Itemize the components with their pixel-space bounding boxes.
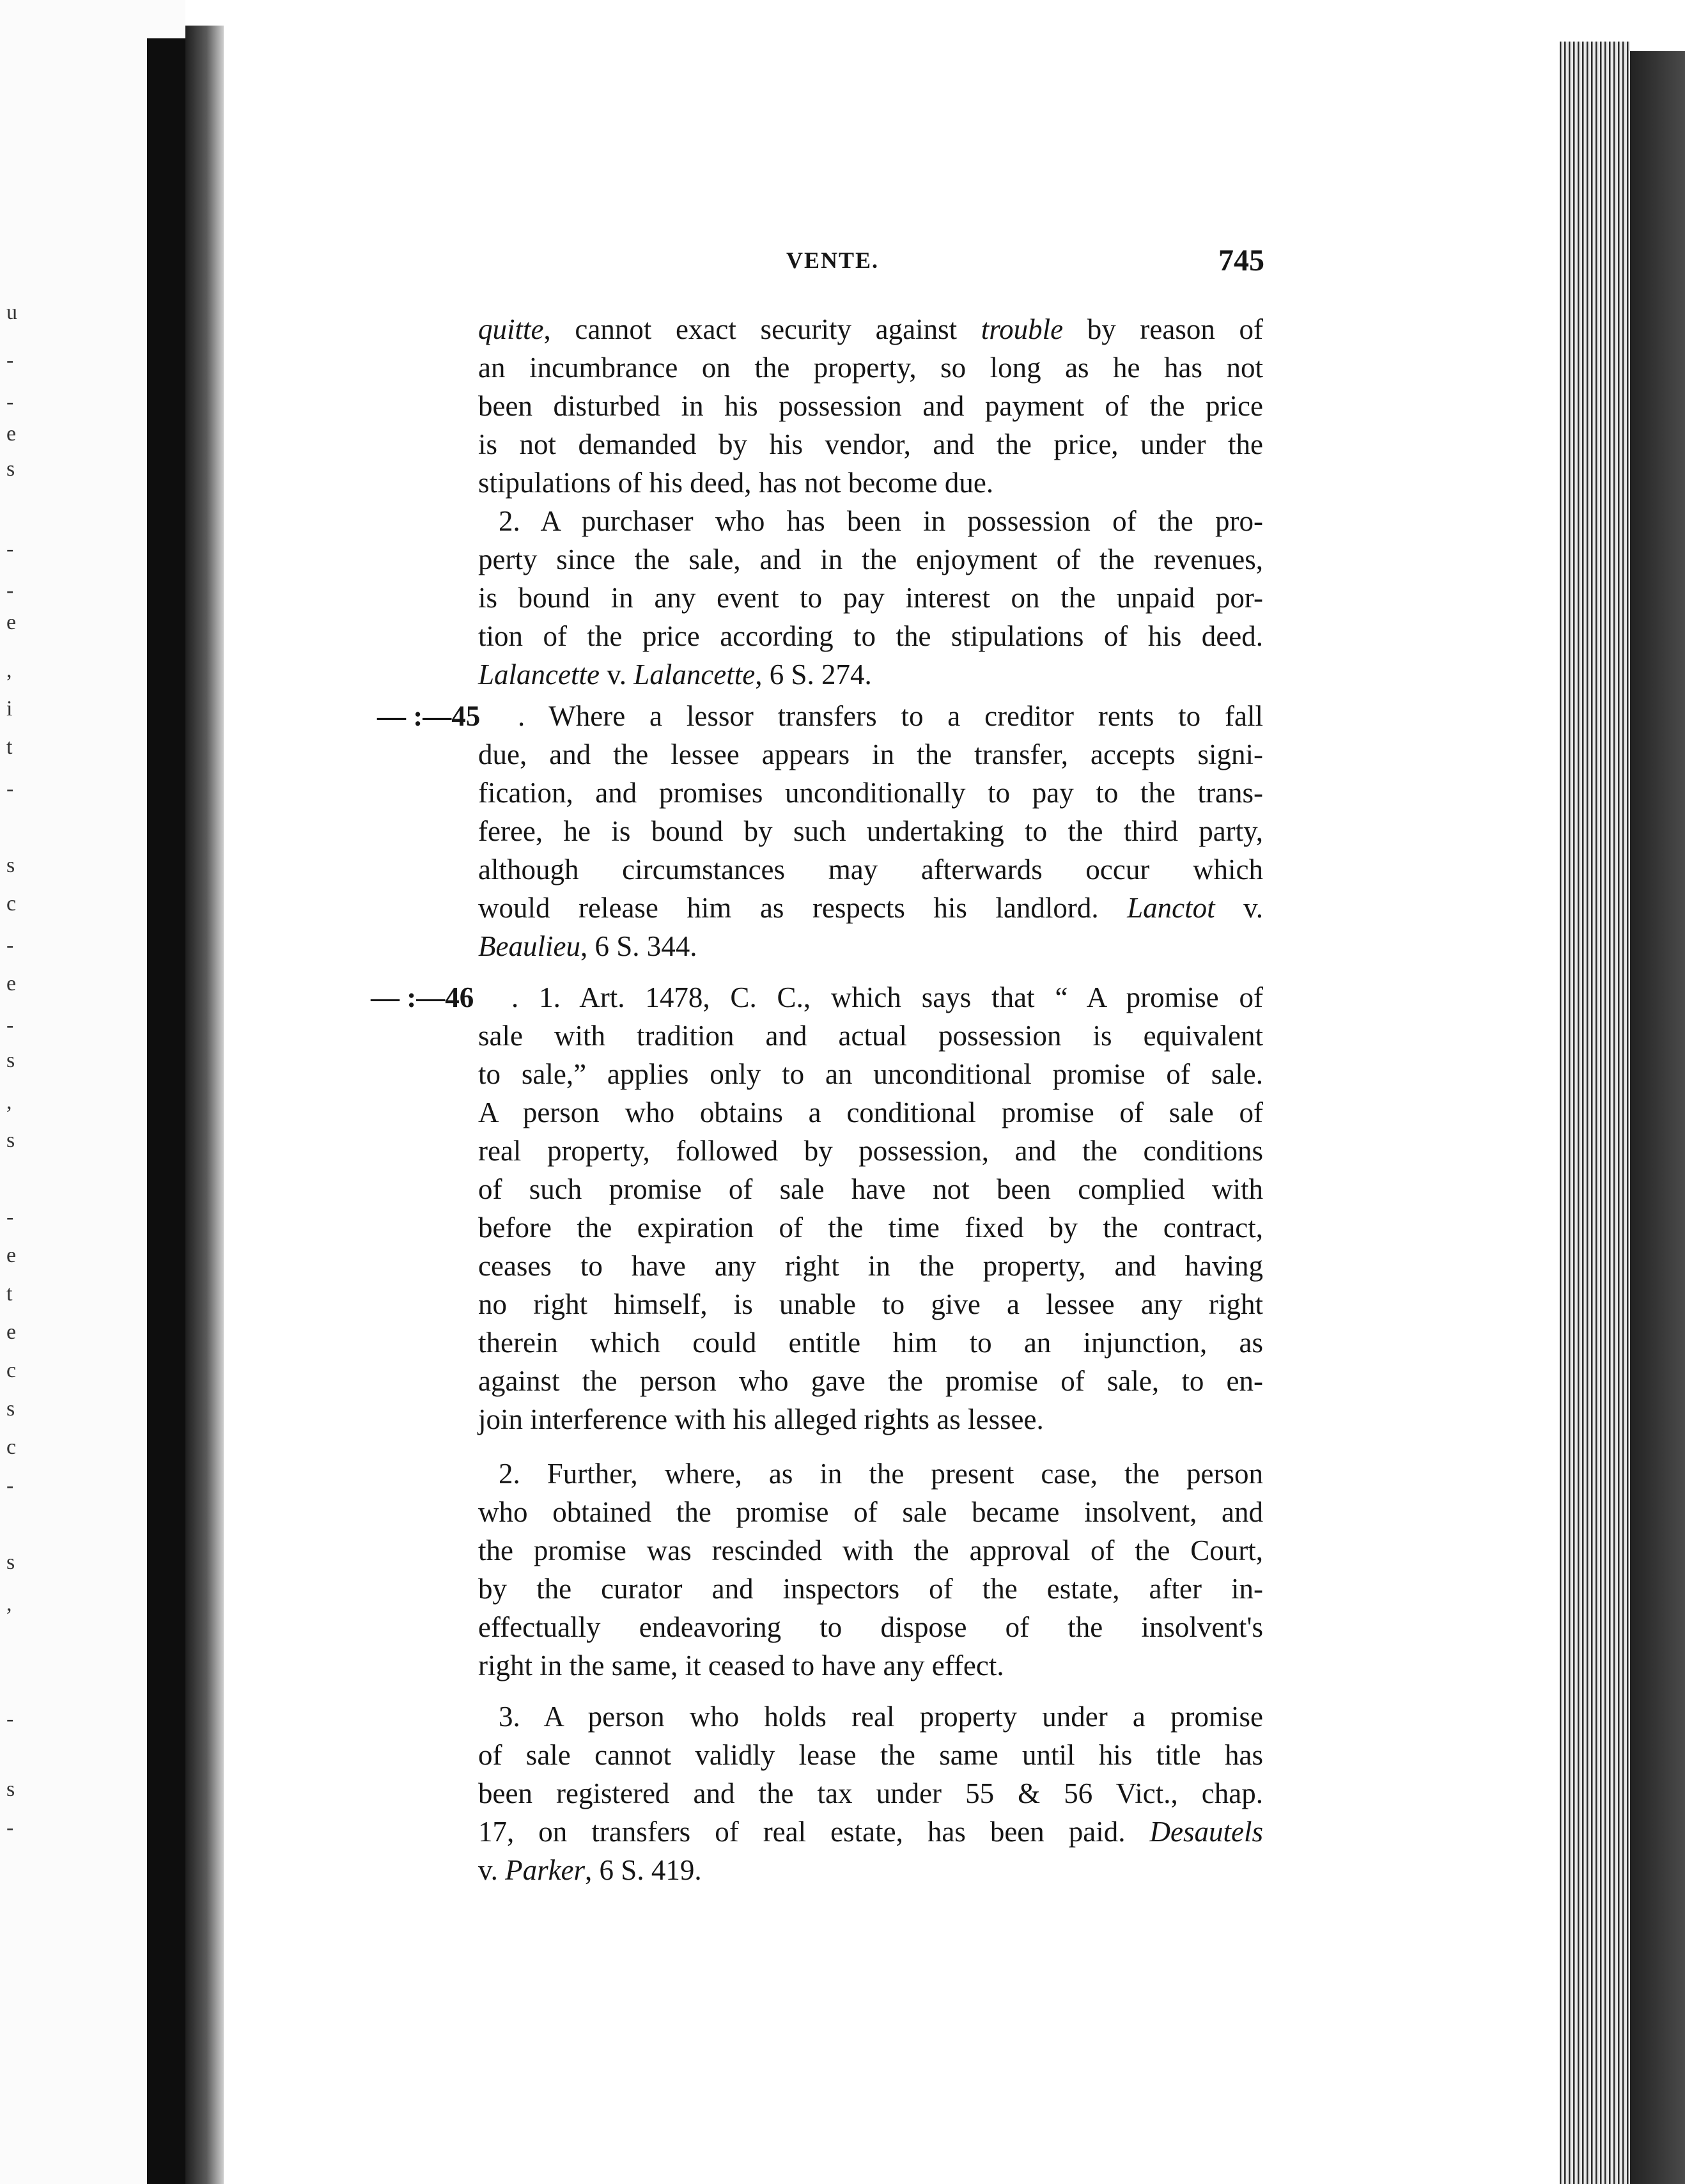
book-gutter (147, 38, 185, 2184)
text-line: of sale cannot validly lease the same until his title has (478, 1739, 1263, 1771)
text-line: although circumstances may afterwards occur which (478, 854, 1263, 885)
text-line: fication, and promises unconditionally to pay to the trans- (478, 777, 1263, 809)
text-line: Lalancette v. Lalancette, 6 S. 274. (478, 659, 872, 690)
margin-glyph: s (6, 1777, 15, 1801)
text-line: . Where a lessor transfers to a creditor rents to fall (518, 700, 1263, 732)
text-line: an incumbrance on the property, so long as he has not (478, 352, 1263, 384)
page-number: 745 (1218, 244, 1264, 277)
margin-glyph: - (6, 1707, 14, 1731)
text-line: 2. Further, where, as in the present case, the person (499, 1458, 1263, 1490)
margin-glyph: - (6, 777, 14, 800)
page-edges (1560, 42, 1630, 2184)
text-line: v. Parker, 6 S. 419. (478, 1854, 702, 1886)
text-line: real property, followed by possession, and the conditions (478, 1135, 1263, 1167)
margin-glyph: s (6, 1049, 15, 1072)
text-line: 17, on transfers of real estate, has been paid. Desautels (478, 1816, 1263, 1848)
text-line: stipulations of his deed, has not become due. (478, 467, 994, 499)
margin-glyph: e (6, 972, 17, 995)
paragraph-number: 45 (451, 700, 481, 732)
margin-glyph: i (6, 697, 13, 721)
margin-glyph: s (6, 854, 15, 877)
margin-glyph: - (6, 348, 14, 372)
text-line: 3. A person who holds real property under a promise (499, 1701, 1263, 1733)
margin-glyph: s (6, 1397, 15, 1421)
text-line: join interference with his alleged rights as lessee. (478, 1403, 1044, 1435)
margin-glyph: - (6, 390, 14, 414)
running-head: VENTE. (786, 247, 880, 273)
margin-glyph: - (6, 1013, 14, 1037)
margin-glyph: , (6, 659, 12, 682)
book-edge (1630, 51, 1685, 2184)
margin-glyph: t (6, 1282, 13, 1306)
text-line: tion of the price according to the stipulations of his deed. (478, 620, 1263, 652)
text-line: who obtained the promise of sale became insolvent, and (478, 1496, 1263, 1528)
text-line: the promise was rescinded with the approval of the Court, (478, 1534, 1263, 1566)
margin-glyph: s (6, 1128, 15, 1152)
text-line: Beaulieu, 6 S. 344. (478, 930, 697, 962)
paragraph-number: 46 (445, 981, 474, 1013)
text-line: to sale,” applies only to an unconditional promise of sale. (478, 1058, 1263, 1090)
text-line: before the expiration of the time fixed by the contract, (478, 1212, 1263, 1244)
margin-glyph: u (6, 300, 17, 324)
text-line: feree, he is bound by such undertaking to the third party, (478, 815, 1263, 847)
text-line: sale with tradition and actual possession is equivalent (478, 1020, 1263, 1052)
margin-glyph: e (6, 1244, 17, 1267)
text-line: effectually endeavoring to dispose of the insolvent's (478, 1611, 1263, 1643)
margin-glyph: s (6, 1550, 15, 1574)
text-line: due, and the lessee appears in the transfer, accepts signi- (478, 738, 1263, 770)
margin-glyph: - (6, 1474, 14, 1497)
text-line: ceases to have any right in the property, and having (478, 1250, 1263, 1282)
margin-glyph: - (6, 537, 14, 561)
text-line: quitte, cannot exact security against trouble by reason of (478, 313, 1263, 345)
text-line: is bound in any event to pay interest on the unpaid por- (478, 582, 1263, 614)
margin-glyph: - (6, 933, 14, 957)
margin-glyph: - (6, 579, 14, 602)
page-header (786, 243, 1272, 281)
paragraph-marker-46: — :—46 (371, 981, 474, 1013)
text-line: been registered and the tax under 55 & 56 Vict., chap. (478, 1777, 1263, 1809)
margin-glyph: c (6, 892, 17, 916)
text-line: . 1. Art. 1478, C. C., which says that “ A promise of (511, 981, 1263, 1013)
text-line: is not demanded by his vendor, and the price, under the (478, 428, 1263, 460)
text-line: A person who obtains a conditional promise of sale of (478, 1096, 1263, 1128)
text-line: right in the same, it ceased to have any effect. (478, 1650, 1004, 1681)
margin-glyph: c (6, 1435, 17, 1459)
margin-glyph: s (6, 457, 15, 481)
text-line: 2. A purchaser who has been in possession of the pro- (499, 505, 1263, 537)
text-line: been disturbed in his possession and payment of the price (478, 390, 1263, 422)
margin-glyph: - (6, 1816, 14, 1839)
margin-glyph: e (6, 1320, 17, 1344)
text-line: perty since the sale, and in the enjoyment of the revenues, (478, 543, 1263, 575)
paragraph-marker-45: — :—45 (377, 700, 481, 732)
margin-glyph: t (6, 735, 13, 759)
margin-glyph: , (6, 1592, 12, 1616)
text-line: of such promise of sale have not been complied with (478, 1173, 1263, 1205)
text-line: against the person who gave the promise of sale, to en- (478, 1365, 1263, 1397)
text-line: by the curator and inspectors of the estate, after in- (478, 1573, 1263, 1605)
margin-glyph: c (6, 1359, 17, 1382)
gutter-shadow (185, 26, 224, 2184)
margin-glyph: - (6, 1205, 14, 1229)
text-line: no right himself, is unable to give a lessee any right (478, 1288, 1263, 1320)
margin-glyph: , (6, 1090, 12, 1114)
margin-glyph: e (6, 422, 17, 446)
text-line: would release him as respects his landlord. Lanctot v. (478, 892, 1263, 924)
margin-glyph: e (6, 611, 17, 634)
text-line: therein which could entitle him to an injunction, as (478, 1327, 1263, 1359)
